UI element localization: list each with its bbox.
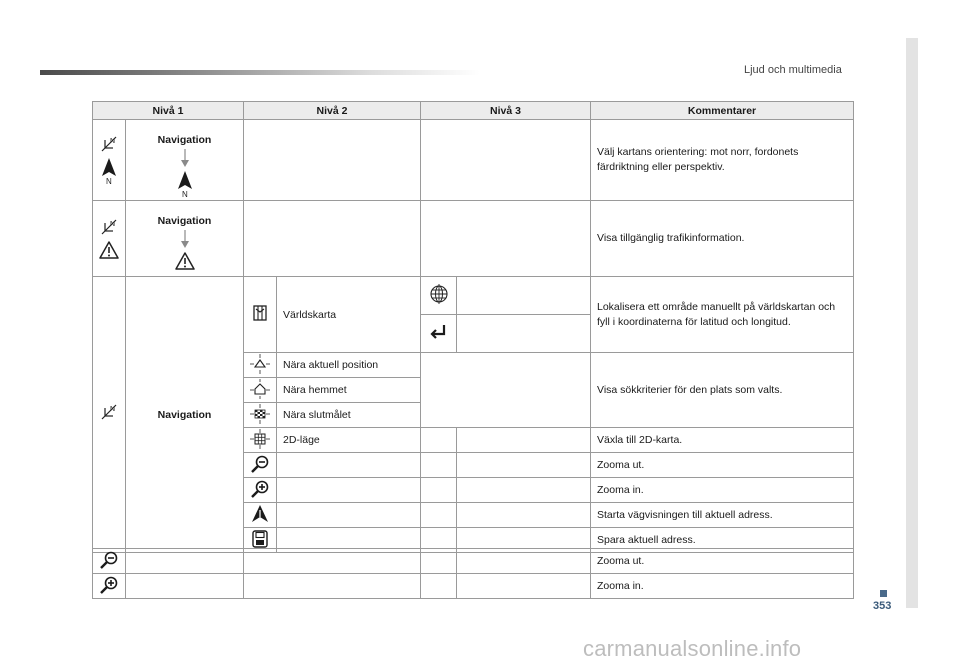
zoom-in-icon — [250, 479, 270, 499]
level2-label-cell: Världskarta — [277, 277, 421, 353]
level1-icon-cell — [93, 120, 126, 201]
header-rule — [40, 70, 480, 75]
page-marker — [880, 590, 887, 597]
table-row-traffic — [93, 201, 854, 277]
navigation-label: Navigation — [157, 134, 212, 146]
section-title: Ljud och multimedia — [744, 64, 842, 76]
column-header-comments: Kommentarer — [591, 102, 854, 120]
comment-cell: Zooma ut. — [591, 453, 854, 478]
zoom-in-icon — [99, 575, 119, 595]
level2-label-cell: Nära aktuell position — [277, 353, 421, 378]
north-indicator-icon — [99, 403, 119, 423]
table-row-zoom-in — [93, 574, 854, 599]
level1-icon-cell — [93, 201, 126, 277]
column-header-level1: Nivå 1 — [93, 102, 244, 120]
column-header-level3: Nivå 3 — [421, 102, 591, 120]
level1-cell — [126, 201, 244, 277]
level2-icon-cell — [244, 428, 277, 453]
north-arrow-icon — [99, 157, 119, 185]
level3-icon-cell — [421, 277, 457, 315]
north-indicator-icon — [99, 218, 119, 238]
comment-cell: Visa tillgänglig trafikinformation. — [591, 201, 854, 277]
comment-cell: Zooma ut. — [591, 549, 854, 574]
comment-cell: Växla till 2D-karta. — [591, 428, 854, 453]
guidance-arrow-icon — [250, 504, 270, 524]
level2-icon-cell — [244, 277, 277, 353]
level2-label-cell: Nära slutmålet — [277, 403, 421, 428]
save-icon — [250, 529, 270, 549]
destination-flag-icon — [250, 404, 270, 424]
level2-label-cell: 2D-läge — [277, 428, 421, 453]
north-arrow-icon — [175, 170, 195, 198]
level2-icon-cell — [244, 478, 277, 503]
zoom-table — [92, 548, 854, 599]
zoom-out-icon — [250, 454, 270, 474]
warning-icon — [175, 251, 195, 271]
down-arrow-icon — [180, 229, 190, 249]
level2-icon-cell — [244, 378, 277, 403]
comment-cell: Visa sökkriterier för den plats som valts. — [591, 353, 854, 428]
level1-cell — [126, 120, 244, 201]
column-header-level2: Nivå 2 — [244, 102, 421, 120]
navigation-menu-table — [92, 101, 854, 553]
zoom-out-icon — [99, 550, 119, 570]
level1-icon-cell — [93, 277, 126, 553]
level3-icon-cell — [421, 315, 457, 353]
comment-cell: Spara aktuell adress. — [591, 528, 854, 553]
table-row-orientation — [93, 120, 854, 201]
table-row-zoom-out — [93, 549, 854, 574]
page-number: 353 — [873, 600, 892, 612]
level2-icon-cell — [244, 503, 277, 528]
home-icon — [250, 379, 270, 399]
level2-icon-cell — [244, 453, 277, 478]
comment-cell: Zooma in. — [591, 574, 854, 599]
map-2d-icon — [250, 429, 270, 449]
watermark: carmanualsonline.info — [583, 636, 802, 661]
level1-cell — [126, 277, 244, 553]
north-indicator-icon — [99, 135, 119, 155]
enter-icon — [429, 322, 449, 342]
table-row-world-map — [93, 277, 854, 315]
warning-icon — [99, 240, 119, 260]
globe-icon — [429, 284, 449, 304]
navigation-label: Navigation — [157, 215, 212, 227]
comment-cell: Starta vägvisningen till aktuell adress. — [591, 503, 854, 528]
level2-icon-cell — [244, 353, 277, 378]
comment-cell: Välj kartans orientering: mot norr, fordonets färdriktning eller perspektiv. — [591, 120, 854, 201]
world-map-icon — [251, 303, 269, 323]
current-position-icon — [250, 354, 270, 374]
level2-icon-cell — [244, 403, 277, 428]
comment-cell: Zooma in. — [591, 478, 854, 503]
down-arrow-icon — [180, 148, 190, 168]
level1-icon-cell — [93, 549, 126, 574]
page-edge-strip — [906, 38, 918, 608]
comment-cell: Lokalisera ett område manuellt på världskartan och fyll i koordinaterna för latitud och longitud. — [591, 277, 854, 353]
table-header-row — [93, 102, 854, 120]
level1-icon-cell — [93, 574, 126, 599]
navigation-label: Navigation — [157, 408, 212, 421]
level2-label-cell: Nära hemmet — [277, 378, 421, 403]
